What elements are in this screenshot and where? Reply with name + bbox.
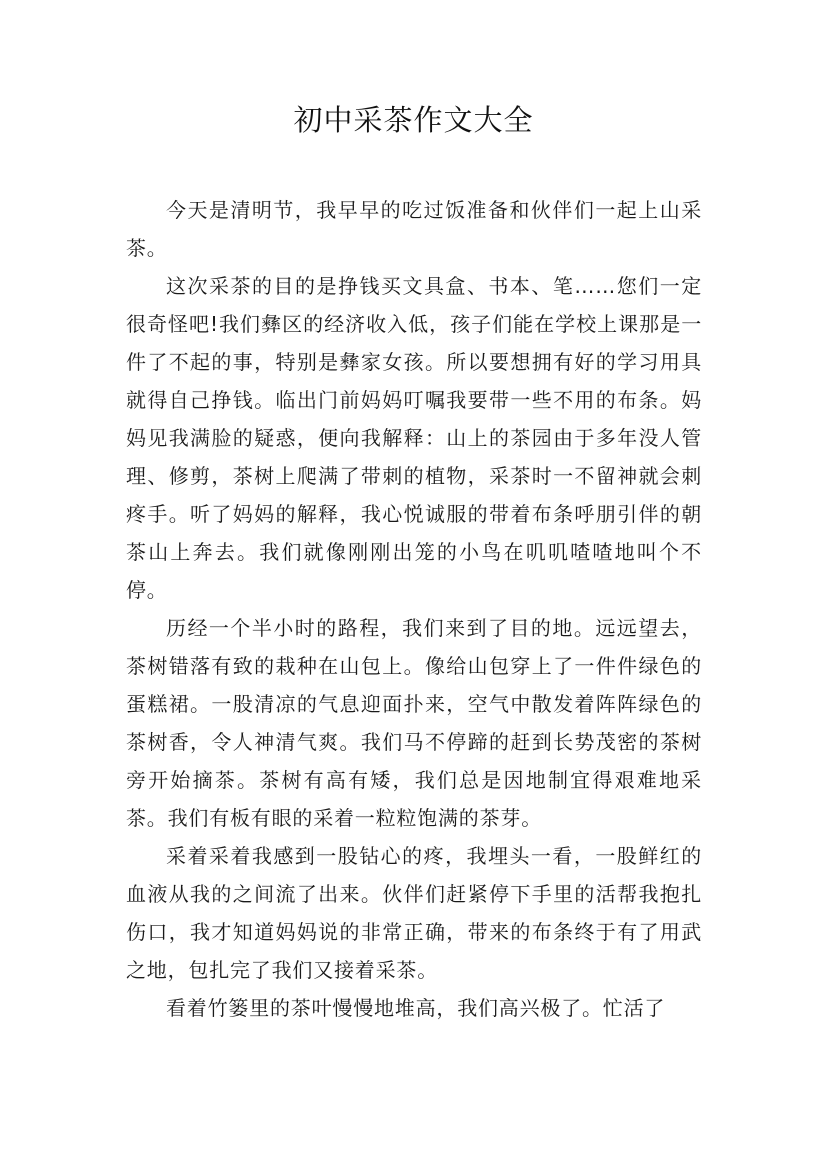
document-body [126, 191, 702, 1027]
paragraph: 历经一个半小时的路程，我们来到了目的地。远远望去，茶树错落有致的栽种在山包上。像给山包穿上了一件件绿色的蛋糕裙。一股清凉的气息迎面扑来，空气中散发着阵阵绿色的茶树香，令人神清气爽。我们马不停蹄的赶到长势茂密的茶树旁开始摘茶。茶树有高有矮，我们总是因地制宜得艰难地采茶。我们有板有眼的采着一粒粒饱满的茶芽。 [126, 616, 702, 830]
document-title: 初中采茶作文大全 [293, 103, 534, 137]
paragraph: 今天是清明节，我早早的吃过饭准备和伙伴们一起上山采茶。 [126, 198, 702, 260]
paragraph: 这次采茶的目的是挣钱买文具盒、书本、笔……您们一定很奇怪吧!我们彝区的经济收入低，孩子们能在学校上课那是一件了不起的事，特别是彝家女孩。所以要想拥有好的学习用具就得自己挣钱。临出门前妈妈叮嘱我要带一些不用的布条。妈妈见我满脸的疑惑，便向我解释：山上的茶园由于多年没人管理、修剪，茶树上爬满了带刺的植物，采茶时一不留神就会刺疼手。听了妈妈的解释，我心悦诚服的带着布条呼朋引伴的朝茶山上奔去。我们就像刚刚出笼的小鸟在叽叽喳喳地叫个不停。 [126, 274, 702, 602]
paragraph: 看着竹篓里的茶叶慢慢地堆高，我们高兴极了。忙活了 [166, 996, 666, 1020]
paragraph: 采着采着我感到一股钻心的疼，我埋头一看，一股鲜红的血液从我的之间流了出来。伙伴们赶紧停下手里的活帮我抱扎伤口，我才知道妈妈说的非常正确，带来的布条终于有了用武之地，包扎完了我们又接着采茶。 [126, 844, 702, 982]
